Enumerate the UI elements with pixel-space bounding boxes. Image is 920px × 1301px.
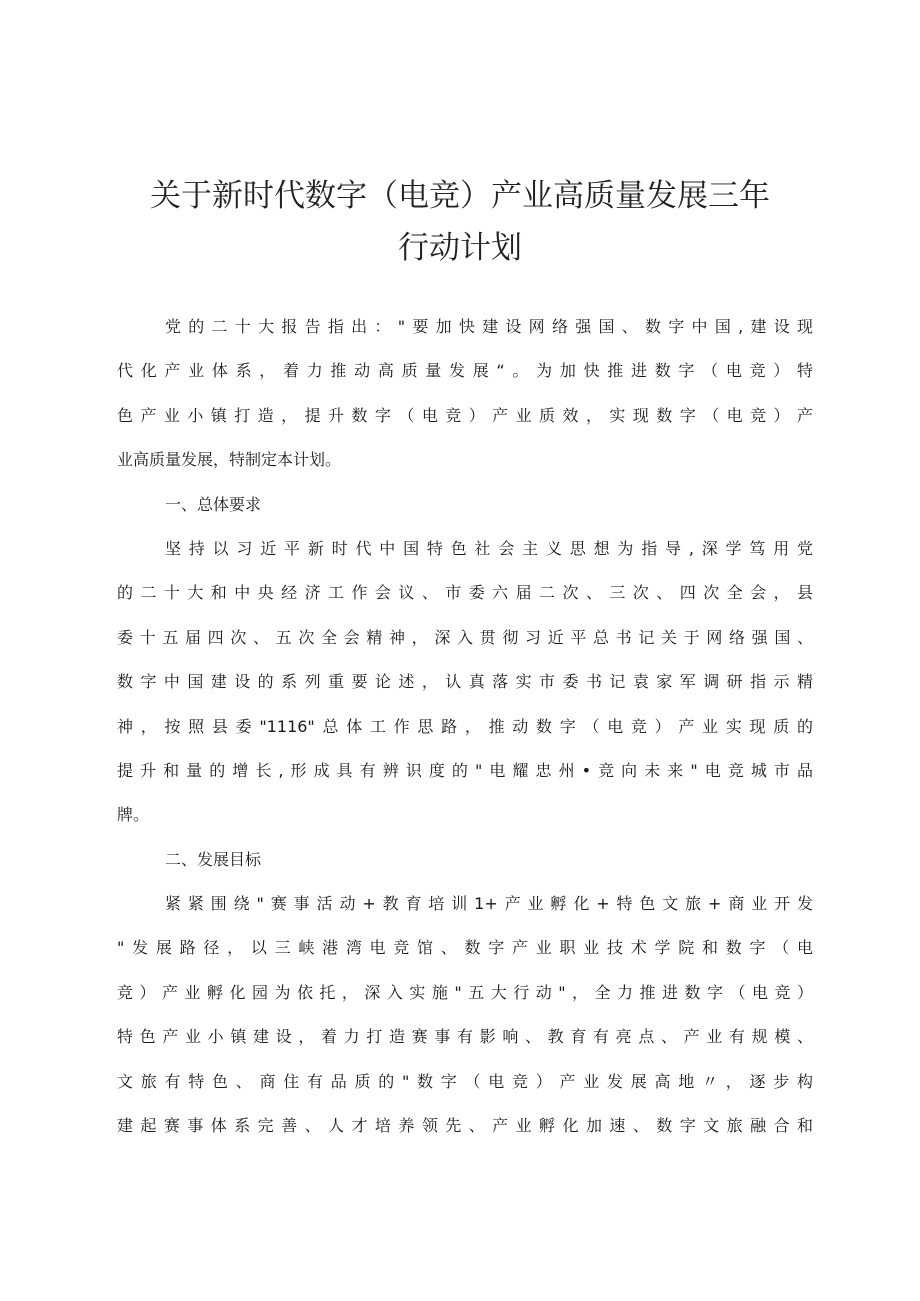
section-1-heading: 一、总体要求: [165, 494, 262, 514]
intro-line: 色产业小镇打造，提升数字（电竞）产业质效，实现数字（电竞）产: [117, 405, 813, 425]
section-2-line: 竞）产业孵化园为依托，深入实施"五大行动"，全力推进数字（电竞）: [117, 982, 813, 1002]
section-1-line: 的二十大和中央经济工作会议、市委六届二次、三次、四次全会，县: [117, 583, 813, 603]
section-2-line: 建起赛事体系完善、人才培养领先、产业孵化加速、数字文旅融合和: [117, 1116, 813, 1136]
intro-paragraph: [117, 314, 813, 492]
section-1-line: 坚持以习近平新时代中国特色社会主义思想为指导,深学笃用党: [165, 538, 813, 558]
section-1-paragraph: [117, 536, 813, 847]
section-2-line: "发展路径，以三峡港湾电竞馆、数字产业职业技术学院和数字（电: [117, 938, 813, 958]
section-1-line: 数字中国建设的系列重要论述，认真落实市委书记袁家军调研指示精: [117, 672, 813, 692]
section-2-paragraph: [117, 891, 813, 1157]
intro-line: 党的二十大报告指出："要加快建设网络强国、数字中国,建设现: [165, 317, 813, 336]
section-2-line: 紧紧围绕"赛事活动+教育培训1+产业孵化+特色文旅+商业开发: [165, 894, 813, 914]
document-title-line-2: 行动计划: [398, 230, 522, 266]
section-2-line: 特色产业小镇建设，着力打造赛事有影响、教育有亮点、产业有规模、: [117, 1027, 813, 1047]
intro-line: 代化产业体系，着力推动高质量发展“。为加快推进数字（电竞）特: [117, 361, 813, 381]
section-2-heading: 二、发展目标: [165, 849, 262, 869]
section-1-line: 神，按照县委"1116"总体工作思路，推动数字（电竞）产业实现质的: [117, 716, 813, 736]
section-1-line: 牌。: [117, 805, 150, 825]
document-body: [117, 314, 813, 1157]
intro-line: 业高质量发展，特制定本计划。: [117, 450, 342, 470]
section-1-line: 委十五届四次、五次全会精神，深入贯彻习近平总书记关于网络强国、: [117, 627, 813, 647]
section-2-line: 文旅有特色、商住有品质的"数字（电竞）产业发展高地〃，逐步构: [117, 1071, 813, 1091]
document-title-line-1: 关于新时代数字（电竞）产业高质量发展三年: [150, 178, 770, 214]
section-1-line: 提升和量的增长,形成具有辨识度的"电耀忠州•竞向未来"电竞城市品: [117, 760, 813, 780]
